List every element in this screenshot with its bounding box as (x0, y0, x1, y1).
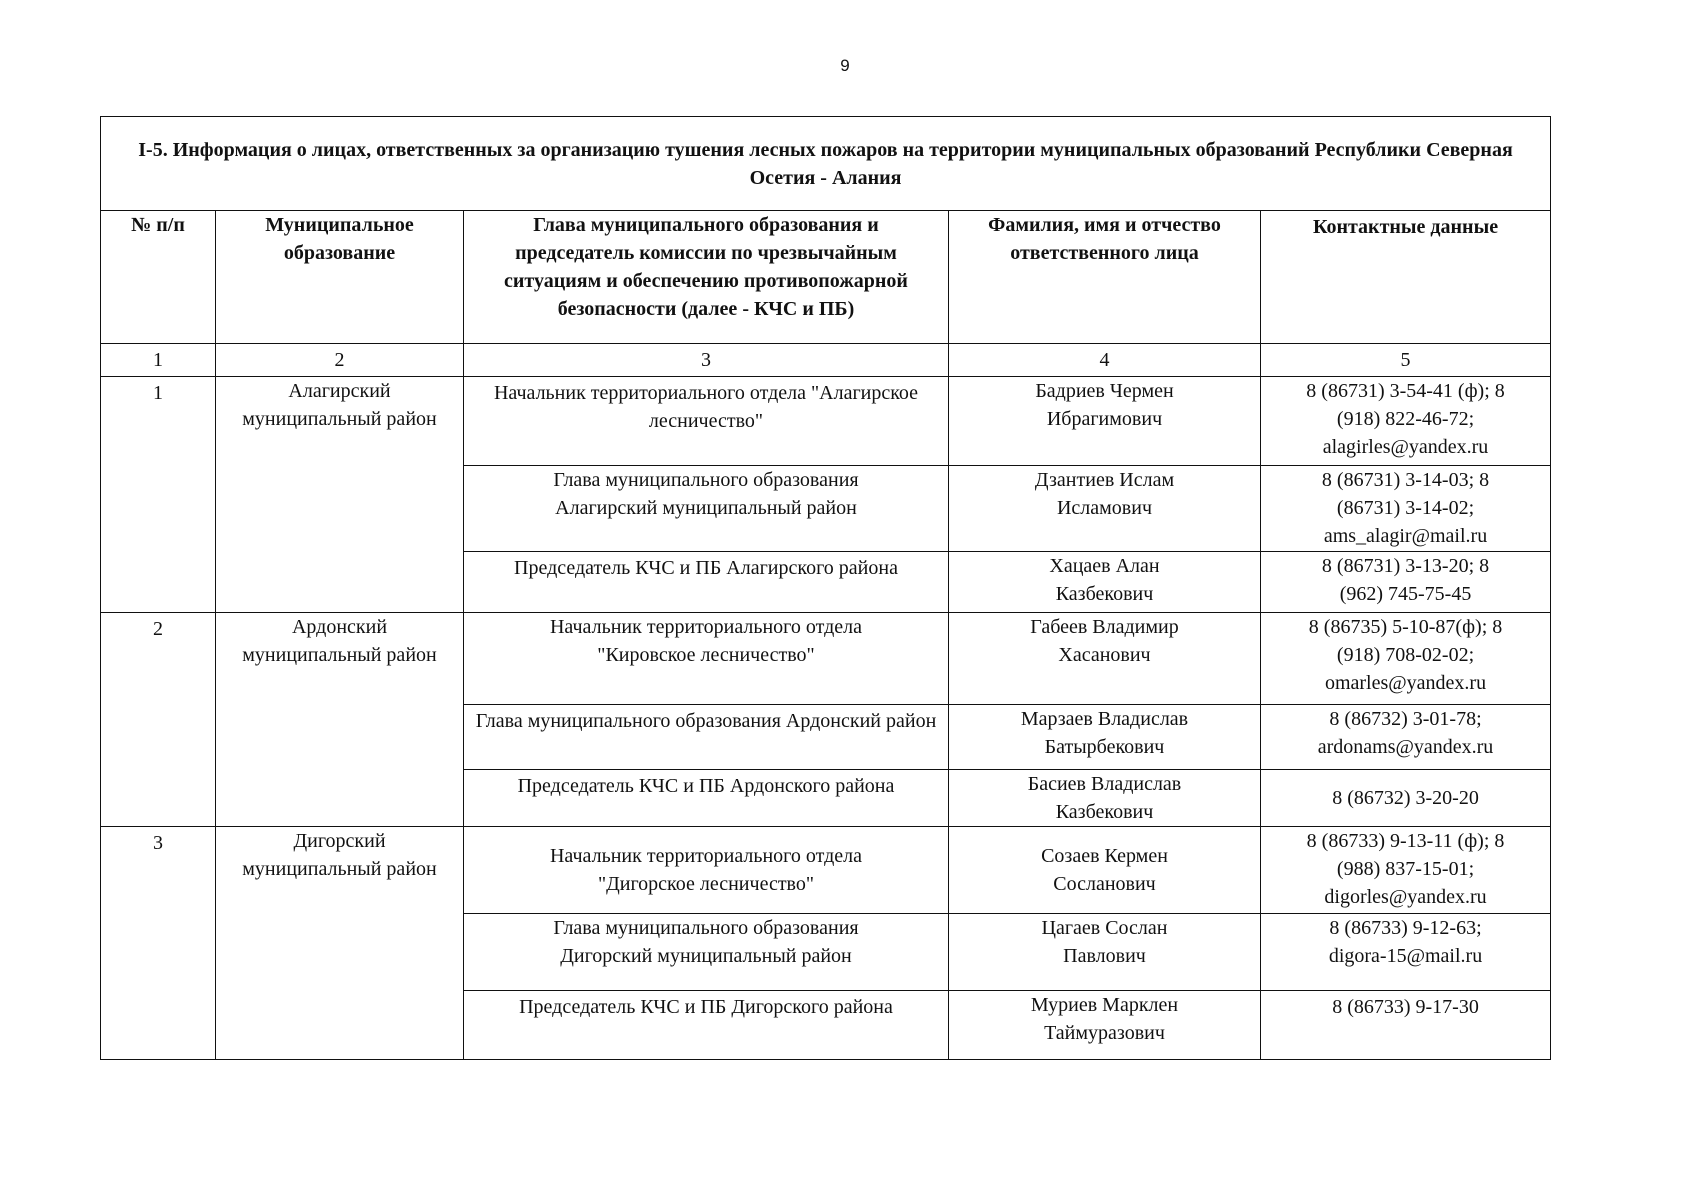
contacts-cell: 8 (86733) 9-12-63; digora-15@mail.ru (1261, 914, 1551, 991)
header-row (101, 211, 1551, 344)
person-cell: Цагаев Сослан Павлович (949, 914, 1261, 991)
municipality-cell: Алагирский муниципальный район (216, 377, 464, 613)
header-position: Глава муниципального образования и председатель комиссии по чрезвычайным ситуациям и обеспечению противопожарной безопасности (далее - КЧС и ПБ) (464, 211, 949, 344)
position-cell: Глава муниципального образования Дигорский муниципальный район (464, 914, 949, 991)
contacts-cell: 8 (86731) 3-13-20; 8 (962) 745-75-45 (1261, 552, 1551, 613)
page-number: 9 (840, 56, 850, 75)
header-person: Фамилия, имя и отчество ответственного лица (949, 211, 1261, 344)
contacts-cell: 8 (86732) 3-20-20 (1261, 770, 1551, 827)
person-cell: Басиев Владислав Казбекович (949, 770, 1261, 827)
caption-row (101, 117, 1551, 211)
row-number: 3 (101, 827, 216, 1060)
position-cell: Председатель КЧС и ПБ Дигорского района (464, 991, 949, 1060)
position-cell: Глава муниципального образования Ардонский район (464, 705, 949, 770)
person-cell: Хацаев Алан Казбекович (949, 552, 1261, 613)
header-contacts: Контактные данные (1261, 211, 1551, 344)
municipality-cell: Дигорский муниципальный район (216, 827, 464, 1060)
header-municipality: Муниципальное образование (216, 211, 464, 344)
table-row (101, 827, 1551, 914)
contacts-cell: 8 (86731) 3-54-41 (ф); 8 (918) 822-46-72; alagirles@yandex.ru (1261, 377, 1551, 466)
contacts-cell: 8 (86731) 3-14-03; 8 (86731) 3-14-02; ams_alagir@mail.ru (1261, 466, 1551, 552)
person-cell: Созаев Кермен Сосланович (949, 827, 1261, 914)
contacts-cell: 8 (86733) 9-17-30 (1261, 991, 1551, 1060)
table-caption: I-5. Информация о лицах, ответственных за организацию тушения лесных пожаров на территории муниципальных образований Республики Северная Осетия - Алания (101, 117, 1551, 211)
person-cell: Дзантиев Ислам Исламович (949, 466, 1261, 552)
municipality-cell: Ардонский муниципальный район (216, 613, 464, 827)
row-number: 2 (101, 613, 216, 827)
responsible-persons-table (100, 116, 1551, 1060)
position-cell: Глава муниципального образования Алагирский муниципальный район (464, 466, 949, 552)
person-cell: Марзаев Владислав Батырбекович (949, 705, 1261, 770)
row-number: 1 (101, 377, 216, 613)
header-number: № п/п (101, 211, 216, 344)
position-cell: Начальник территориального отдела "Дигорское лесничество" (464, 827, 949, 914)
position-cell: Начальник территориального отдела "Алагирское лесничество" (464, 377, 949, 466)
column-numbers-row (101, 344, 1551, 377)
table-row (101, 377, 1551, 466)
column-number: 4 (949, 344, 1261, 377)
position-cell: Председатель КЧС и ПБ Ардонского района (464, 770, 949, 827)
person-cell: Муриев Марклен Таймуразович (949, 991, 1261, 1060)
position-cell: Начальник территориального отдела "Кировское лесничество" (464, 613, 949, 705)
contacts-cell: 8 (86735) 5-10-87(ф); 8 (918) 708-02-02; omarles@yandex.ru (1261, 613, 1551, 705)
position-cell: Председатель КЧС и ПБ Алагирского района (464, 552, 949, 613)
column-number: 3 (464, 344, 949, 377)
column-number: 5 (1261, 344, 1551, 377)
person-cell: Бадриев Чермен Ибрагимович (949, 377, 1261, 466)
table-row (101, 613, 1551, 705)
contacts-cell: 8 (86733) 9-13-11 (ф); 8 (988) 837-15-01; digorles@yandex.ru (1261, 827, 1551, 914)
person-cell: Габеев Владимир Хасанович (949, 613, 1261, 705)
contacts-cell: 8 (86732) 3-01-78; ardonams@yandex.ru (1261, 705, 1551, 770)
column-number: 1 (101, 344, 216, 377)
column-number: 2 (216, 344, 464, 377)
